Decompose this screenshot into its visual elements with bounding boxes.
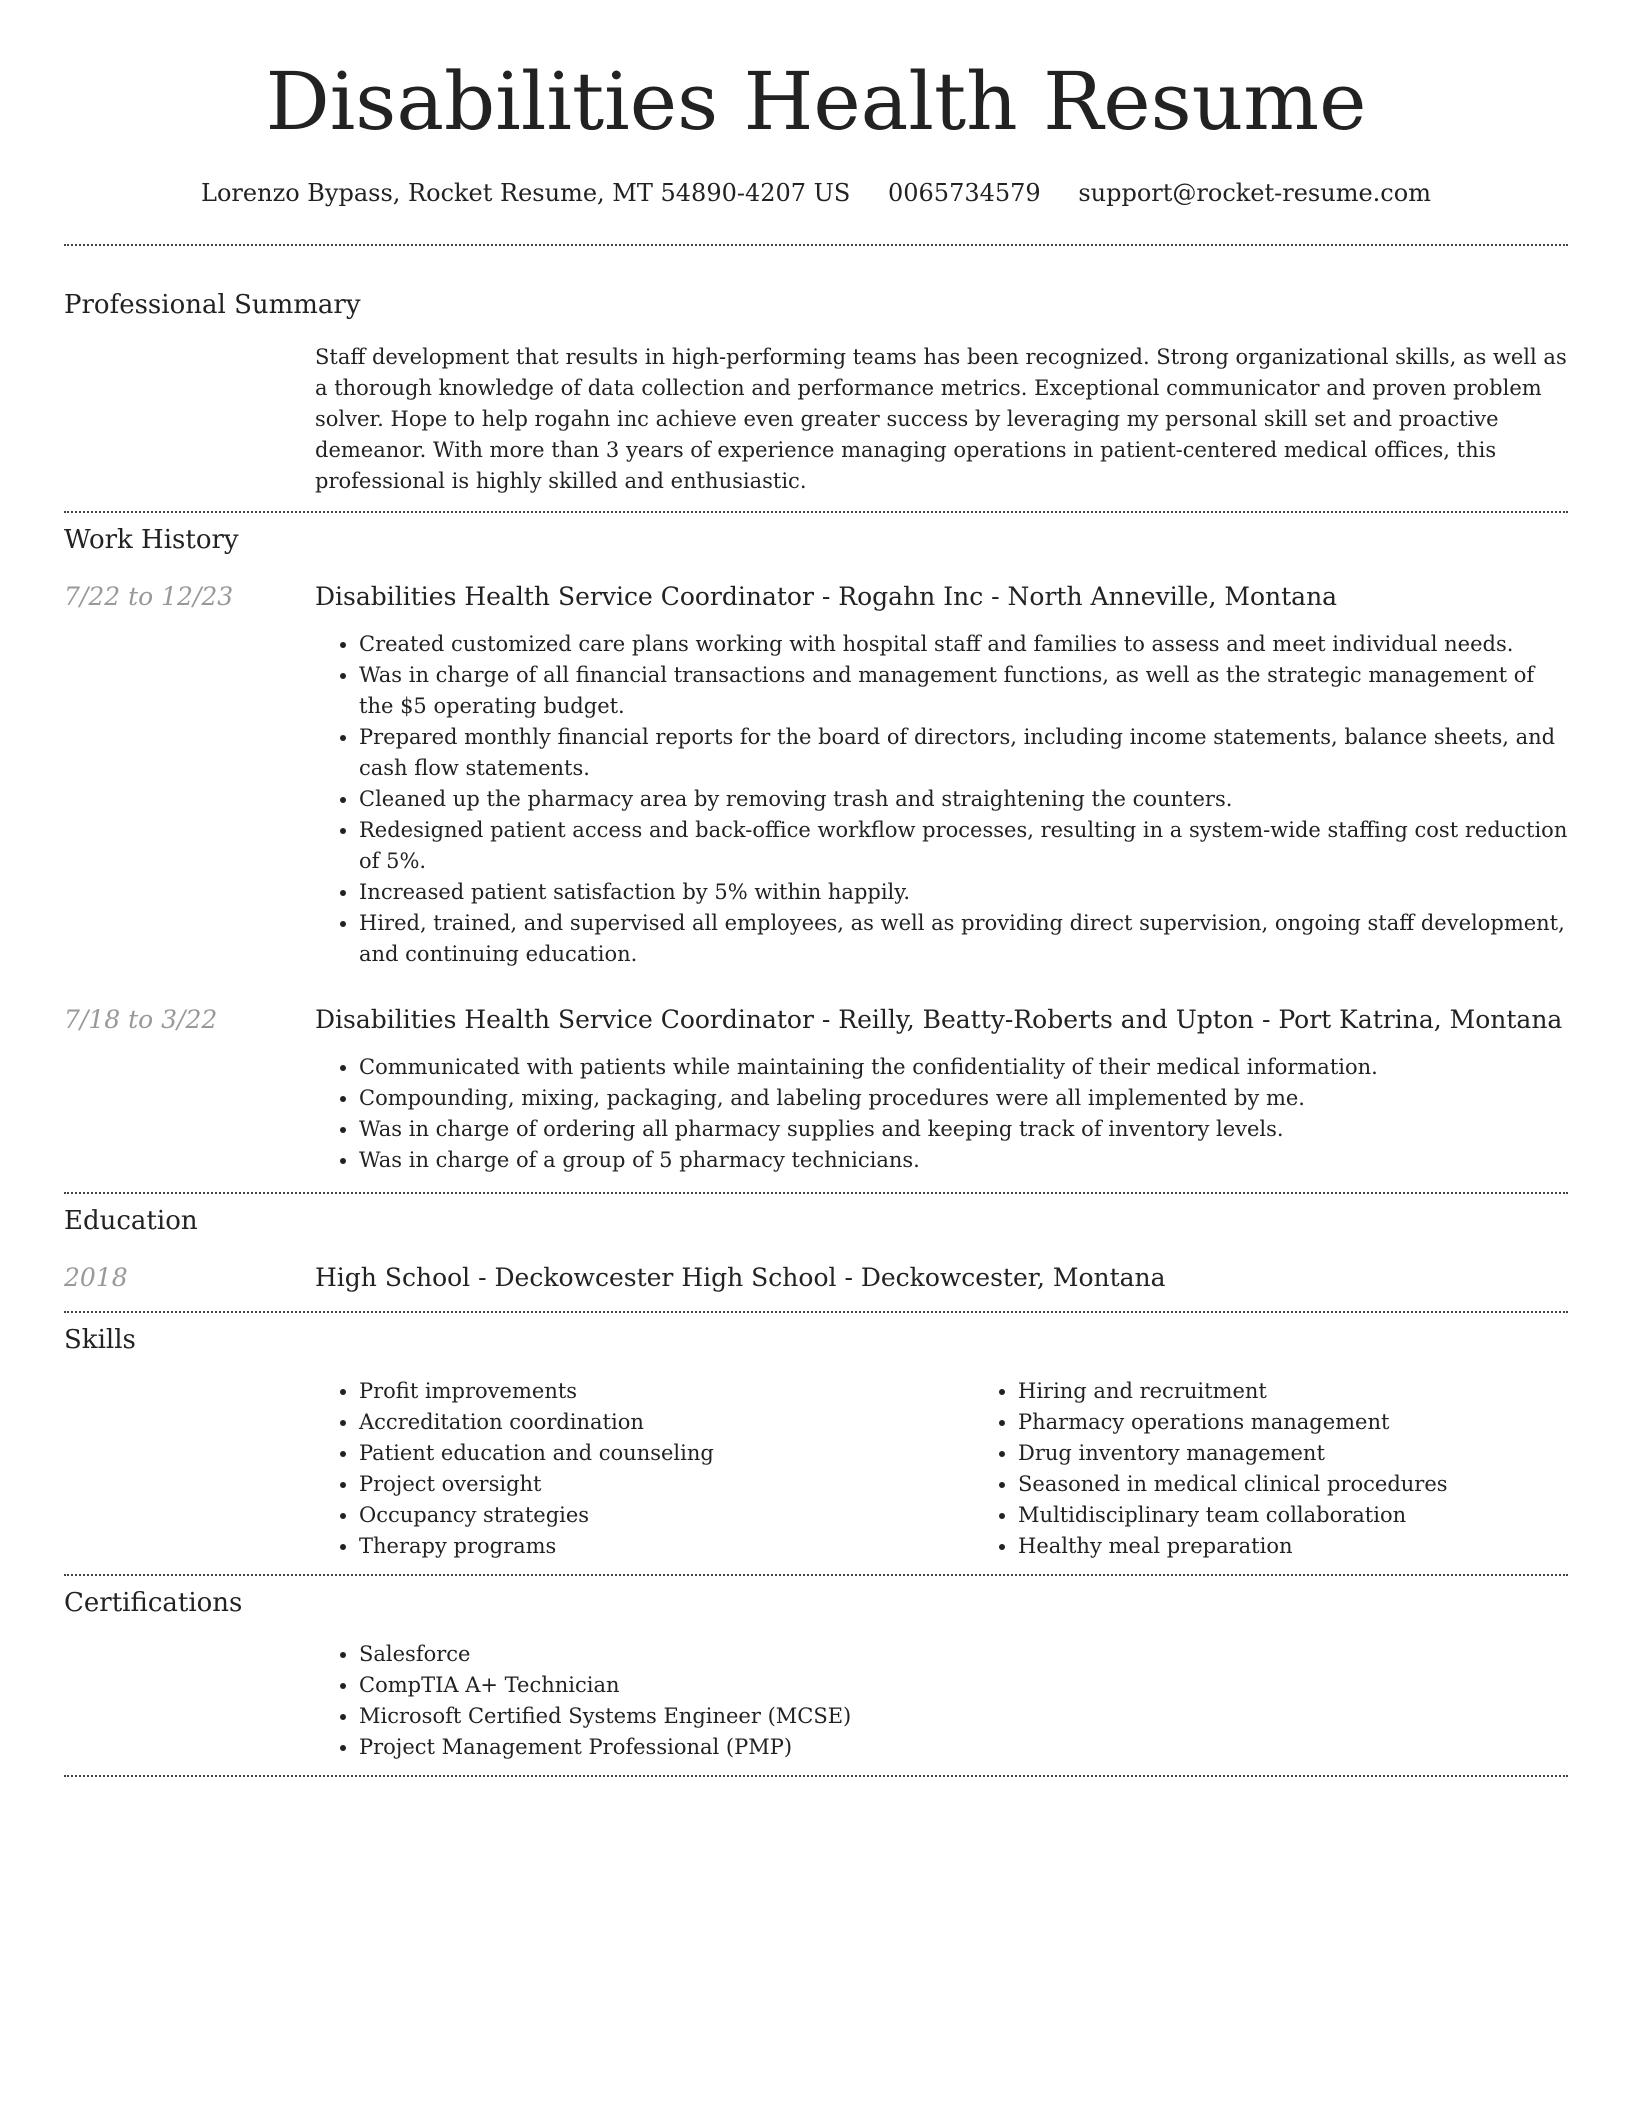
summary-section [64,288,1568,497]
section-divider [64,511,1568,513]
contact-phone: 0065734579 [887,179,1041,207]
list-item: • Patient education and counseling [359,1438,974,1469]
list-item: • Cleaned up the pharmacy area by removing trash and straightening the counters. [359,784,1568,815]
job-company: - Rogahn Inc - North Anneville, Montana [813,582,1338,611]
job-entry [64,1003,1568,1176]
contact-address: Lorenzo Bypass, Rocket Resume, MT 54890-4207 US [201,179,851,207]
list-item: • Microsoft Certified Systems Engineer (MCSE) [359,1701,1568,1732]
job-role: Disabilities Health Service Coordinator [315,582,814,611]
list-item: • Occupancy strategies [359,1500,974,1531]
work-history-section [64,523,1568,1176]
list-item: • Communicated with patients while maintaining the confidentiality of their medical information. [359,1052,1568,1083]
job-heading [315,580,1568,614]
section-divider [64,1775,1568,1777]
list-item: • Profit improvements [359,1376,974,1407]
list-item: • Multidisciplinary team collaboration [1018,1500,1568,1531]
contact-line [64,176,1568,210]
list-item: • Redesigned patient access and back-office workflow processes, resulting in a system-wide staffing cost reduction of 5%. [359,815,1568,877]
list-item: • Increased patient satisfaction by 5% within happily. [359,877,1568,908]
list-item: • Compounding, mixing, packaging, and labeling procedures were all implemented by me. [359,1083,1568,1114]
education-details: High School - Deckowcester High School - Deckowcester, Montana [315,1263,1166,1292]
skills-list-left [315,1376,974,1562]
certifications-section [64,1586,1568,1763]
list-item: • Prepared monthly financial reports for the board of directors, including income statements, balance sheets, and cash flow statements. [359,722,1568,784]
section-divider [64,1311,1568,1313]
education-year: 2018 [64,1263,128,1292]
certifications-list [315,1639,1568,1763]
skills-list-right [974,1376,1568,1562]
list-item: • Seasoned in medical clinical procedures [1018,1469,1568,1500]
skills-heading: Skills [64,1325,136,1355]
list-item: • Salesforce [359,1639,1568,1670]
education-heading: Education [64,1206,198,1236]
work-history-heading: Work History [64,525,239,555]
section-divider [64,244,1568,246]
list-item: • Was in charge of all financial transactions and management functions, as well as the strategic management of the $5 operating budget. [359,660,1568,722]
list-item: • Therapy programs [359,1531,974,1562]
job-bullet-list [315,1052,1568,1176]
list-item: • CompTIA A+ Technician [359,1670,1568,1701]
job-entry [64,580,1568,970]
list-item: • Drug inventory management [1018,1438,1568,1469]
education-entry [64,1261,1568,1295]
job-dates: 7/18 to 3/22 [64,1005,218,1034]
skills-section [64,1323,1568,1562]
job-bullet-list [315,629,1568,970]
list-item: • Pharmacy operations management [1018,1407,1568,1438]
education-section [64,1204,1568,1295]
list-item: • Project oversight [359,1469,974,1500]
contact-email: support@rocket-resume.com [1078,179,1431,207]
job-details [315,1003,1568,1176]
summary-heading: Professional Summary [64,290,361,320]
certifications-container [315,1639,1568,1763]
job-company: - Reilly, Beatty-Roberts and Upton - Port Katrina, Montana [813,1005,1563,1034]
list-item: • Was in charge of a group of 5 pharmacy technicians. [359,1145,1568,1176]
job-heading [315,1003,1568,1037]
job-role: Disabilities Health Service Coordinator [315,1005,814,1034]
job-dates: 7/22 to 12/23 [64,582,234,611]
list-item: • Hiring and recruitment [1018,1376,1568,1407]
summary-text: Staff development that results in high-performing teams has been recognized. Strong organizational skills, as well as a thorough knowledge of data collection and performance metrics. Exceptional communicator and proven problem solver. Hope to help rogahn inc achieve even greater success by leveraging my personal skill set and proactive demeanor. With more than 3 years of experience managing operations in patient-centered medical offices, this professional is highly skilled and enthusiastic. [315,345,1567,493]
job-details [315,580,1568,970]
certifications-heading: Certifications [64,1588,243,1618]
skills-grid [315,1376,1568,1562]
section-divider [64,1192,1568,1194]
list-item: • Accreditation coordination [359,1407,974,1438]
list-item: • Was in charge of ordering all pharmacy supplies and keeping track of inventory levels. [359,1114,1568,1145]
list-item: • Healthy meal preparation [1018,1531,1568,1562]
list-item: • Created customized care plans working with hospital staff and families to assess and meet individual needs. [359,629,1568,660]
list-item: • Project Management Professional (PMP) [359,1732,1568,1763]
section-divider [64,1574,1568,1576]
list-item: • Hired, trained, and supervised all employees, as well as providing direct supervision, ongoing staff development, and continuing education. [359,908,1568,970]
resume-title: Disabilities Health Resume [265,55,1367,148]
